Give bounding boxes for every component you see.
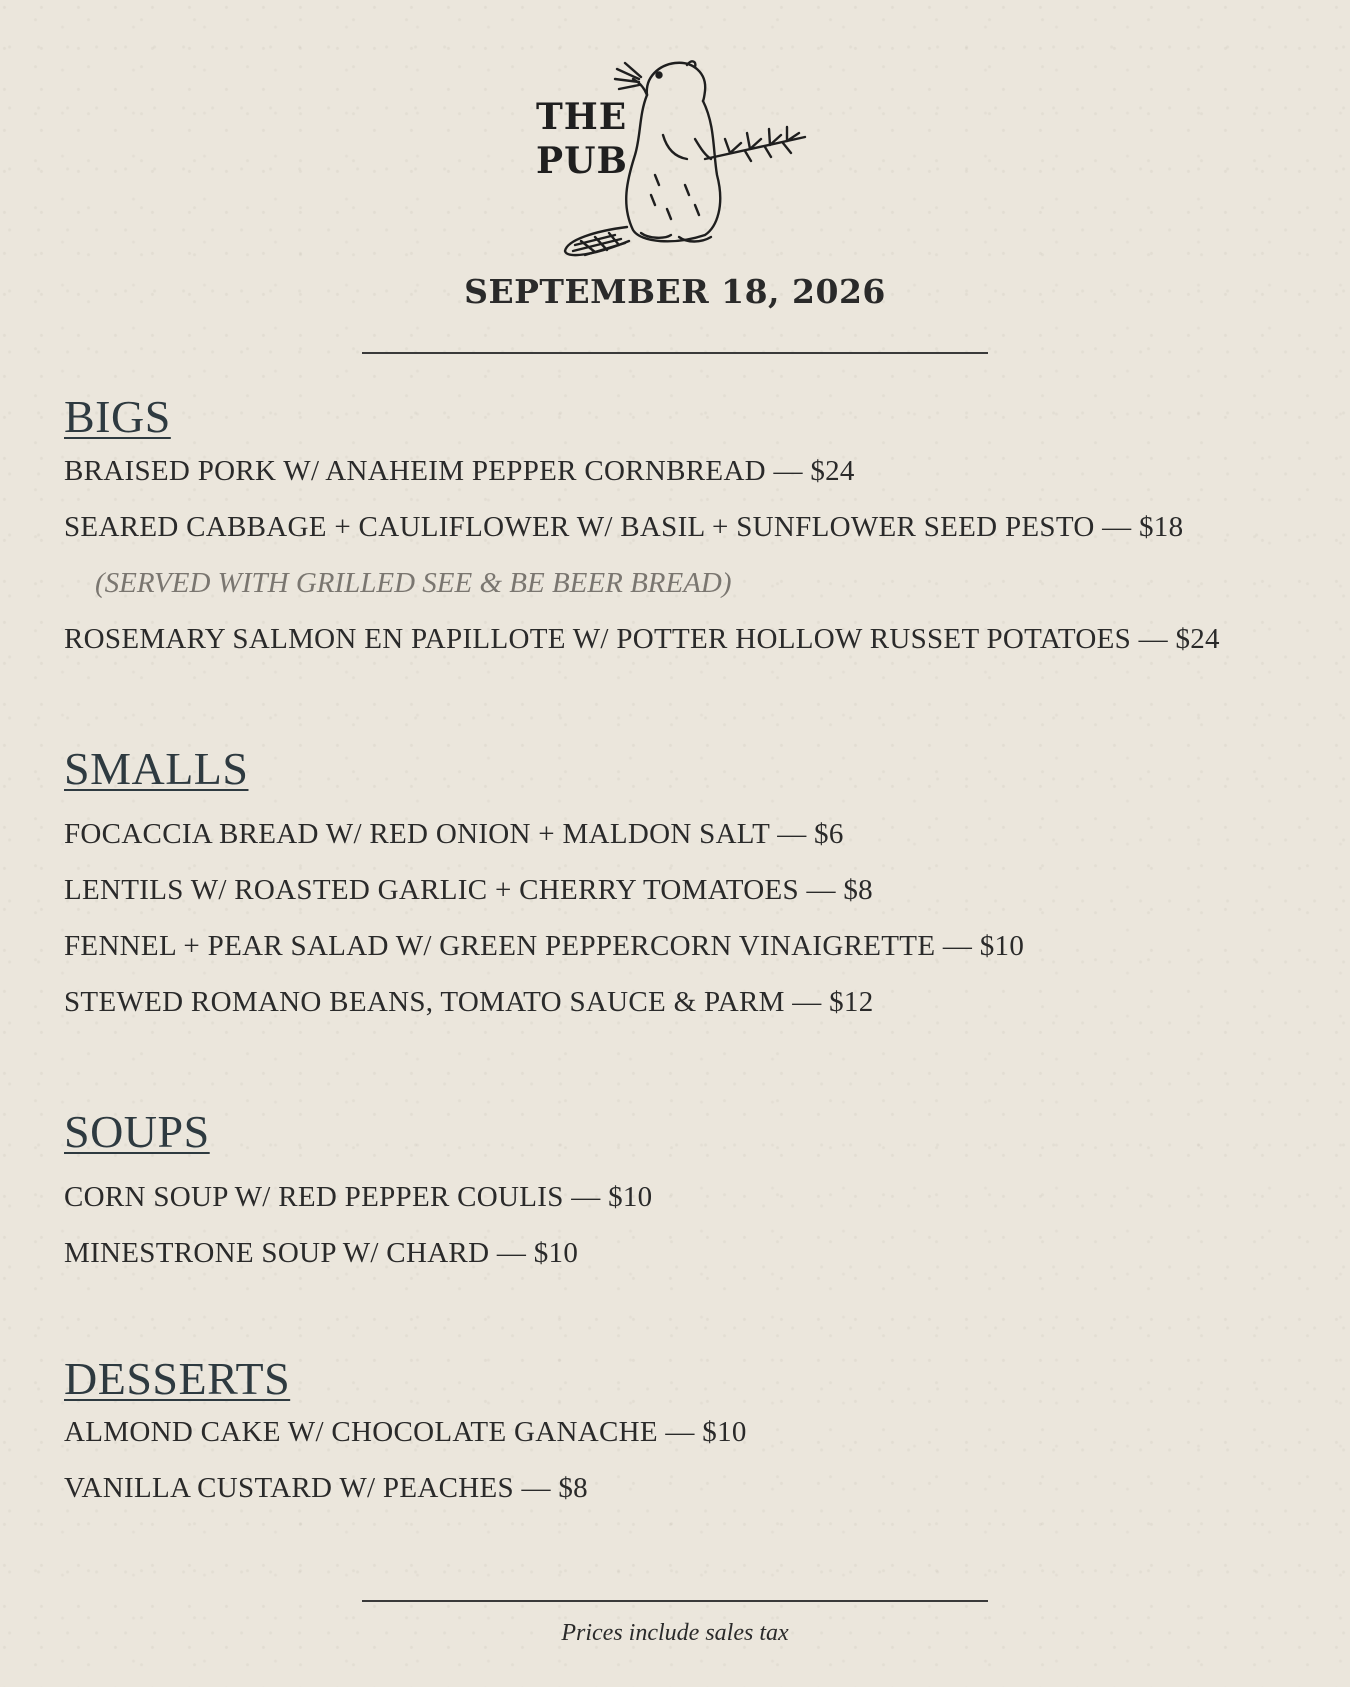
menu-item: ROSEMARY SALMON EN PAPILLOTE W/ POTTER HOLLOW RUSSET POTATOES — $24: [64, 623, 1220, 655]
menu-item: LENTILS W/ ROASTED GARLIC + CHERRY TOMATOES — $8: [64, 874, 873, 906]
menu-item: VANILLA CUSTARD W/ PEACHES — $8: [64, 1472, 588, 1504]
menu-date: SEPTEMBER 18, 2026: [464, 272, 886, 311]
menu-item: ALMOND CAKE W/ CHOCOLATE GANACHE — $10: [64, 1416, 747, 1448]
menu-item: SEARED CABBAGE + CAULIFLOWER W/ BASIL + SUNFLOWER SEED PESTO — $18: [64, 511, 1184, 543]
logo-line-1: THE: [536, 96, 628, 138]
menu-item-note: (SERVED WITH GRILLED SEE & BE BEER BREAD): [95, 567, 732, 599]
menu-item: FENNEL + PEAR SALAD W/ GREEN PEPPERCORN VINAIGRETTE — $10: [64, 930, 1025, 962]
menu-item: FOCACCIA BREAD W/ RED ONION + MALDON SALT — $6: [64, 818, 844, 850]
beaver-icon: [555, 55, 815, 260]
section-title-bigs: BIGS: [64, 391, 171, 442]
section-title-smalls: SMALLS: [64, 743, 249, 794]
menu-item: BRAISED PORK W/ ANAHEIM PEPPER CORNBREAD — $24: [64, 455, 855, 487]
section-title-desserts: DESSERTS: [64, 1353, 291, 1404]
menu-header: [0, 55, 1350, 265]
bottom-divider: [362, 1600, 988, 1602]
footer-note: Prices include sales tax: [561, 1620, 789, 1646]
menu-item: MINESTRONE SOUP W/ CHARD — $10: [64, 1237, 579, 1269]
logo-line-2: PUB: [536, 140, 628, 182]
top-divider: [362, 352, 988, 354]
menu-item: STEWED ROMANO BEANS, TOMATO SAUCE & PARM — $12: [64, 986, 874, 1018]
section-title-soups: SOUPS: [64, 1106, 210, 1157]
menu-item: CORN SOUP W/ RED PEPPER COULIS — $10: [64, 1181, 653, 1213]
